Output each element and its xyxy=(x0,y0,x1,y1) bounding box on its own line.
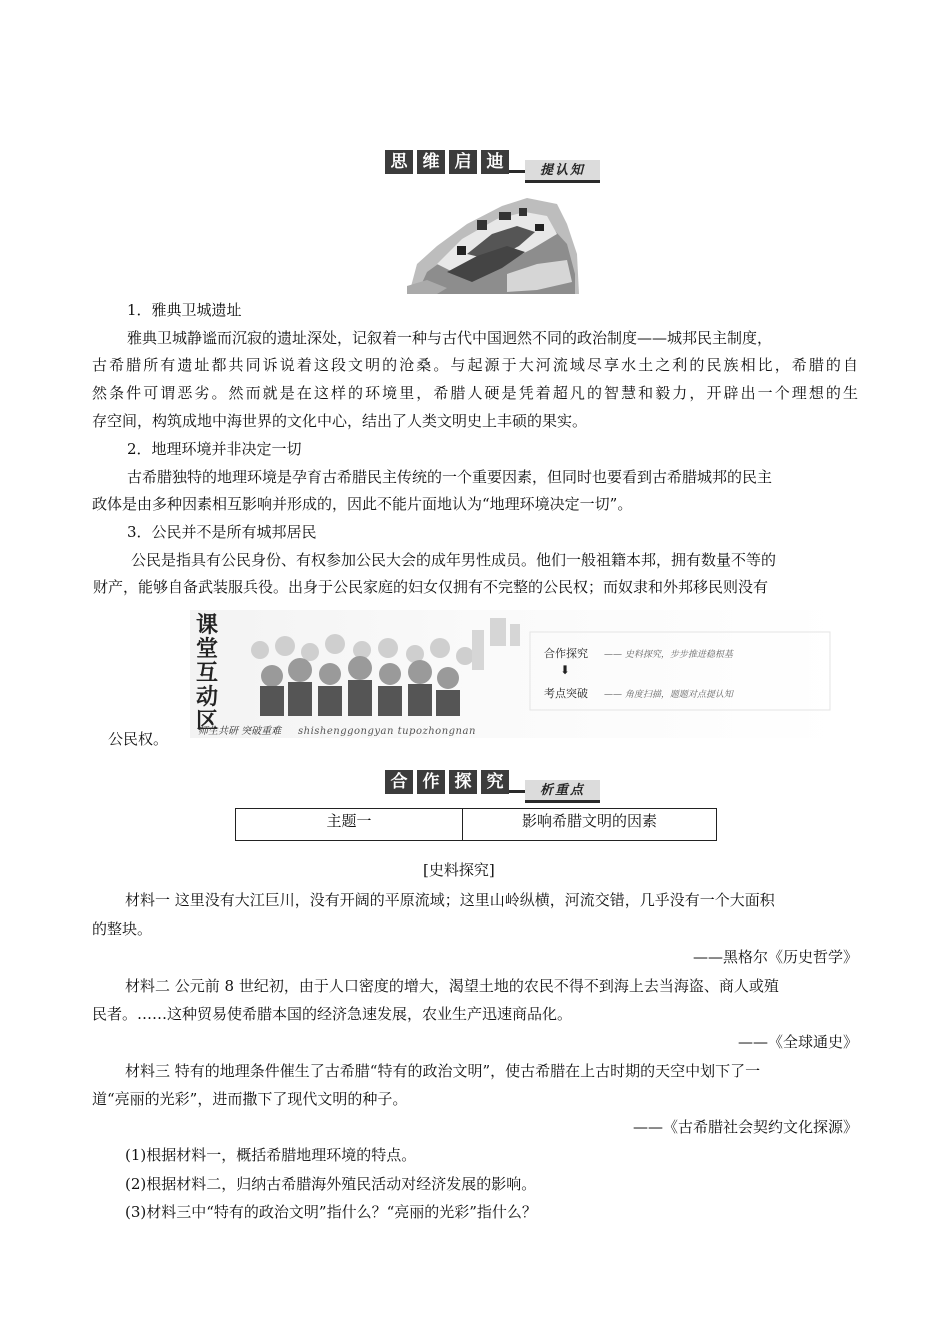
title-char: 动 xyxy=(196,685,219,710)
flow-step-desc: —— 史料探究，步步推进稳根基 xyxy=(604,650,733,660)
paragraph-line: 古希腊所有遗址都共同诉说着这段文明的沧桑。与起源于大河流域尽享水土之利的民族相比，希腊的自 xyxy=(92,356,858,374)
banner-char: 合 xyxy=(385,770,413,794)
title-char: 互 xyxy=(196,661,219,686)
section-title: 2．地理环境并非决定一切 xyxy=(127,440,302,458)
section-title: 1．雅典卫城遗址 xyxy=(127,301,242,319)
panel-vertical-title xyxy=(196,614,222,734)
ship-ruins-image xyxy=(407,194,579,294)
banner-char: 启 xyxy=(449,150,477,174)
section-title: 3．公民并不是所有城邦居民 xyxy=(127,523,317,541)
banner-char: 探 xyxy=(449,770,477,794)
question-line: (3)材料三中“特有的政治文明”指什么？“亮丽的光彩”指什么？ xyxy=(125,1203,537,1221)
title-char: 区 xyxy=(196,709,219,734)
banner-subtitle: 提认知 xyxy=(525,160,600,183)
topic-table xyxy=(235,808,717,841)
section-banner-cooperate xyxy=(385,770,600,800)
topic-name-cell: 影响希腊文明的因素 xyxy=(521,812,657,830)
paragraph-line: 古希腊独特的地理环境是孕育古希腊民主传统的一个重要因素，但同时也要看到古希腊城邦的民主 xyxy=(127,468,773,486)
subsection-heading: [史料探究] xyxy=(423,861,495,879)
section-banner-thinking xyxy=(385,150,600,180)
flow-step-desc: —— 角度扫描，题题对点提认知 xyxy=(604,690,733,700)
banner-subtitle: 析重点 xyxy=(525,780,600,803)
banner-rule xyxy=(509,790,525,793)
banner-rule xyxy=(509,170,525,173)
panel-caption: 师生共研 突破重难 xyxy=(198,726,282,737)
banner-char: 迪 xyxy=(481,150,509,174)
banner-char: 究 xyxy=(481,770,509,794)
paragraph-line: 然条件可谓恶劣。然而就是在这样的环境里，希腊人硬是凭着超凡的智慧和毅力，开辟出一个理想的生 xyxy=(92,384,858,402)
topic-label-cell: 主题一 xyxy=(236,809,463,840)
question-line: (2)根据材料二，归纳古希腊海外殖民活动对经济发展的影响。 xyxy=(125,1175,537,1193)
material-line: 材料三 特有的地理条件催生了古希腊“特有的政治文明”，使古希腊在上古时期的天空中划下了一 xyxy=(125,1062,761,1080)
material-line: 材料一 这里没有大江巨川，没有开阔的平原流域；这里山岭纵横，河流交错，几乎没有一个大面积 xyxy=(125,891,775,909)
panel-caption-pinyin: shishenggongyan tupozhongnan xyxy=(298,726,476,737)
paragraph-line: 公民权。 xyxy=(108,730,169,748)
arrow-down-icon: ⬇ xyxy=(560,663,571,677)
flow-step-cooperate: 合作探究 xyxy=(544,647,588,660)
banner-char: 作 xyxy=(417,770,445,794)
material-source: ——《全球通史》 xyxy=(737,1033,858,1051)
material-source: ——《古希腊社会契约文化探源》 xyxy=(632,1118,858,1136)
banner-char: 维 xyxy=(417,150,445,174)
crowd-illustration xyxy=(190,610,842,738)
banner-char: 思 xyxy=(385,150,413,174)
flow-step-breakthrough: 考点突破 xyxy=(544,687,588,700)
paragraph-line: 财产，能够自备武装服兵役。出身于公民家庭的妇女仅拥有不完整的公民权；而奴隶和外邦移民则没有 xyxy=(93,578,769,596)
material-line: 道“亮丽的光彩”，进而撒下了现代文明的种子。 xyxy=(92,1090,408,1108)
paragraph-line: 雅典卫城静谧而沉寂的遗址深处，记叙着一种与古代中国迥然不同的政治制度——城邦民主制度， xyxy=(127,329,773,347)
title-char: 堂 xyxy=(196,637,219,662)
title-char: 课 xyxy=(196,613,219,638)
material-source: ——黑格尔《历史哲学》 xyxy=(692,948,858,966)
paragraph-line: 政体是由多种因素相互影响并形成的，因此不能片面地认为“地理环境决定一切”。 xyxy=(92,495,633,513)
paragraph-line: 公民是指具有公民身份、有权参加公民大会的成年男性成员。他们一般祖籍本邦，拥有数量不等的 xyxy=(131,551,777,569)
question-line: (1)根据材料一，概括希腊地理环境的特点。 xyxy=(125,1146,417,1164)
material-line: 材料二 公元前 8 世纪初，由于人口密度的增大，渴望土地的农民不得不到海上去当海盗、商人或殖 xyxy=(125,977,779,995)
paragraph-line: 存空间，构筑成地中海世界的文化中心，结出了人类文明史上丰硕的果实。 xyxy=(92,412,588,430)
classroom-interaction-panel xyxy=(190,610,842,738)
material-line: 的整块。 xyxy=(92,920,153,938)
material-line: 民者。……这种贸易使希腊本国的经济急速发展，农业生产迅速商品化。 xyxy=(92,1005,573,1023)
